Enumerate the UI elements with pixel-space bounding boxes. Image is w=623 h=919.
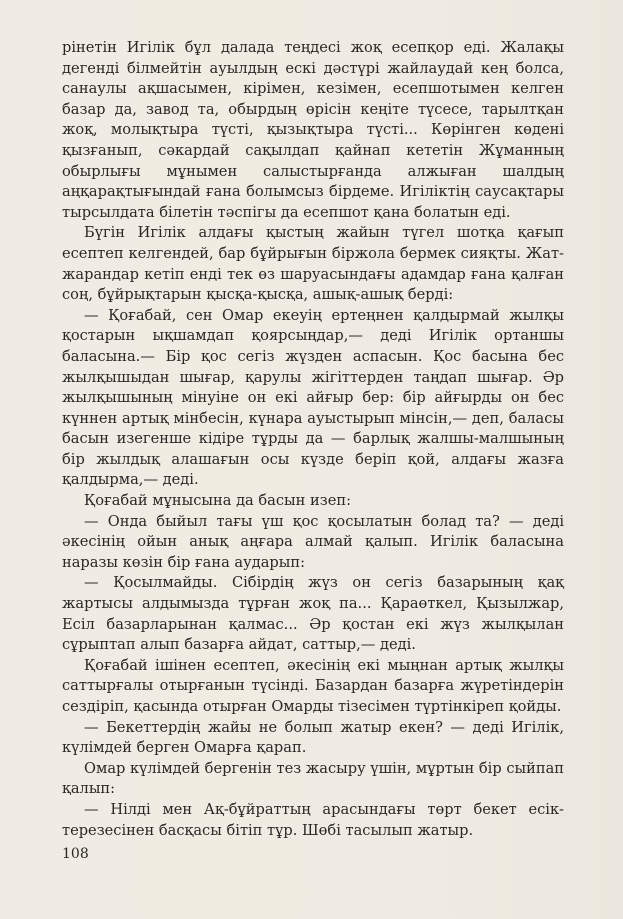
paragraph-5: — Онда быйыл тағы үш қос қосылатын болад та? — деді әкесінің ойын анық аңғара алмай қалып. Игілік баласына наразы көзін бір ғана аударып:	[62, 512, 564, 571]
paragraph-6: — Қосылмайды. Сібірдің жүз он сегіз базарының қақ жартысы алдымызда тұрған жоқ па... Қараөткел, Қызылжар, Есіл базарларынан қалмас... Әр қостан екі жүз жылқылан сұрыптап алып базарға айдат, саттыр,— деді.	[62, 574, 564, 654]
paragraph-4: Қоғабай мұнысына да басын изеп:	[84, 492, 351, 510]
page-number: 108	[62, 846, 89, 862]
paragraph-9: Омар күлімдей бергенін тез жасыру үшін, мұртын бір сыйпап қалып:	[62, 759, 564, 798]
paragraph-1: рінетін Игілік бұл далада теңдесі жоқ есепқор еді. Жалақы дегенді білмейтін ауылдың ескі дәстүрі жайлаудай кең болса, санаулы ақшасымен, кірімен, кезімен, есепшотымен келген базар да, завод та, обырдың өрісін кеңіте түсесе, тарылтқан жоқ, молықтыра түсті, қызықтыра түсті... Көрінген көдені қызғанып, сәкардай сақылдап қайнап кететін Жұманның обырлығы мұнымен салыстырғанда алжыған шалдың аңқарақтығындай ғана болымсыз бірдеме. Игіліктің саусақтары тырсылдата білетін тәспігы да есепшот қана болатын еді.	[62, 39, 564, 221]
body-text	[62, 38, 564, 841]
paragraph-10: — Нілді мен Ақ-бұйраттың арасындағы төрт бекет есік-терезесінен басқасы бітіп тұр. Шөбі тасылып жатыр.	[62, 800, 564, 839]
paragraph-2: Бүгін Игілік алдағы қыстың жайын түгел шотқа қағып есептеп келгендей, бар бұйрығын біржола бермек сияқты. Жат-жарандар кетіп енді тек өз шаруасындағы адамдар ғана қалған соң, бұйрықтарын қысқа-қысқа, ашық-ашық берді:	[62, 224, 564, 304]
paragraph-8: — Бекеттердің жайы не болып жатыр екен? — деді Игілік, күлімдей берген Омарға қарап.	[62, 718, 564, 757]
paragraph-7: Қоғабай ішінен есептеп, әкесінің екі мыңнан артық жылқы саттырғалы отырғанын түсінді. Базардан базарға жүретіндерін сездіріп, қасында отырған Омарды тізесімен түртінкіреп қойды.	[62, 656, 564, 715]
paragraph-3: — Қоғабай, сен Омар екеуің ертеңнен қалдырмай жылқы қостарын ықшамдап қоярсыңдар,— деді Игілік ортаншы баласына.— Бір қос сегіз жүзден аспасын. Қос басына бес жылқышыдан шығар, қарулы жігіттерден таңдап шығар. Әр жылқышының мінуіне он екі айғыр бер: бір айғырды он бес күннен артық мінбесін, күнара ауыстырып мінсін,— деп, баласы басын изегенше кідіре тұрды да — барлық жалшы-малшының бір жылдық алашағын осы күзде беріп қой, алдағы жазға қалдырма,— деді.	[62, 306, 564, 489]
